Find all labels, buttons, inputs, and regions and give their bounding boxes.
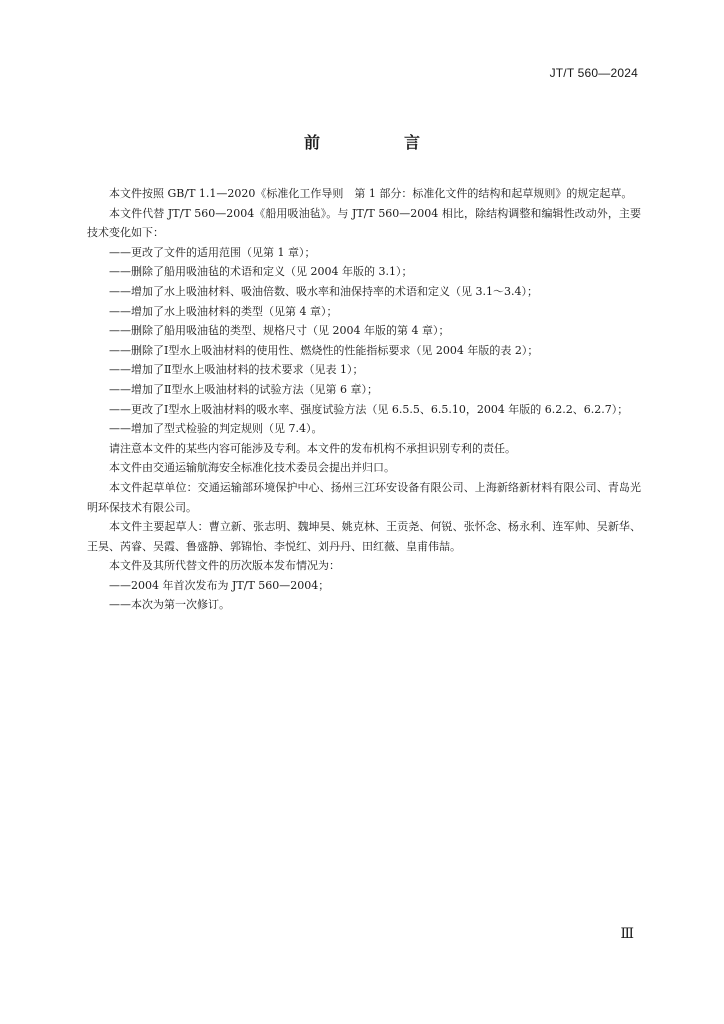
paragraph-patent-notice: 请注意本文件的某些内容可能涉及专利。本文件的发布机构不承担识别专利的责任。 — [109, 441, 516, 455]
history-item: ——本次为第一次修订。 — [109, 598, 230, 612]
paragraph-replacement: 本文件代替 JT/T 560—2004《船用吸油毡》。与 JT/T 560—2004 相比，除结构调整和编辑性改动外，主要技术变化如下： — [87, 206, 641, 240]
change-item: ——增加了型式检验的判定规则（见 7.4）。 — [109, 422, 323, 436]
paragraph-history-intro: 本文件及其所代替文件的历次版本发布情况为： — [109, 559, 340, 573]
paragraph-proposer: 本文件由交通运输航海安全标准化技术委员会提出并归口。 — [109, 461, 395, 475]
change-item: ——增加了水上吸油材料、吸油倍数、吸水率和油保持率的术语和定义（见 3.1～3.4）； — [109, 284, 538, 298]
history-item: ——2004 年首次发布为 JT/T 560—2004； — [109, 578, 330, 592]
change-item: ——删除了船用吸油毡的类型、规格尺寸（见 2004 年版的第 4 章）； — [109, 324, 450, 338]
paragraph-drafting-basis: 本文件按照 GB/T 1.1—2020《标准化工作导则 第 1 部分：标准化文件的结构和起草规则》的规定起草。 — [109, 187, 633, 200]
paragraph-drafters: 本文件主要起草人：曹立新、张志明、魏坤昊、姚克林、王贡尧、何锐、张怀念、杨永利、连军帅、吴新华、王昊、芮睿、吴霞、鲁盛静、郭锦怡、李悦红、刘丹丹、田红薇、皇甫伟喆。 — [87, 520, 641, 553]
document-body — [87, 184, 641, 615]
change-item: ——删除了船用吸油毡的术语和定义（见 2004 年版的 3.1）； — [109, 265, 413, 279]
change-item: ——增加了水上吸油材料的类型（见第 4 章）； — [109, 304, 338, 318]
change-item: ——更改了文件的适用范围（见第 1 章）； — [109, 245, 316, 259]
change-item: ——更改了Ⅰ型水上吸油材料的吸水率、强度试验方法（见 6.5.5、6.5.10，2004 年版的 6.2.2、6.2.7）； — [109, 402, 629, 416]
page-title: 前 言 — [303, 133, 454, 152]
standard-code-header: JT/T 560—2024 — [549, 66, 638, 80]
page-number: Ⅲ — [620, 926, 634, 942]
change-item: ——删除了Ⅰ型水上吸油材料的使用性、燃烧性的性能指标要求（见 2004 年版的表 2）； — [109, 343, 539, 357]
paragraph-drafting-units: 本文件起草单位：交通运输部环境保护中心、扬州三江环安设备有限公司、上海新络新材料有限公司、青岛光明环保技术有限公司。 — [87, 480, 641, 514]
change-item: ——增加了Ⅱ型水上吸油材料的试验方法（见第 6 章）； — [109, 382, 378, 396]
change-item: ——增加了Ⅱ型水上吸油材料的技术要求（见表 1）； — [109, 363, 364, 377]
